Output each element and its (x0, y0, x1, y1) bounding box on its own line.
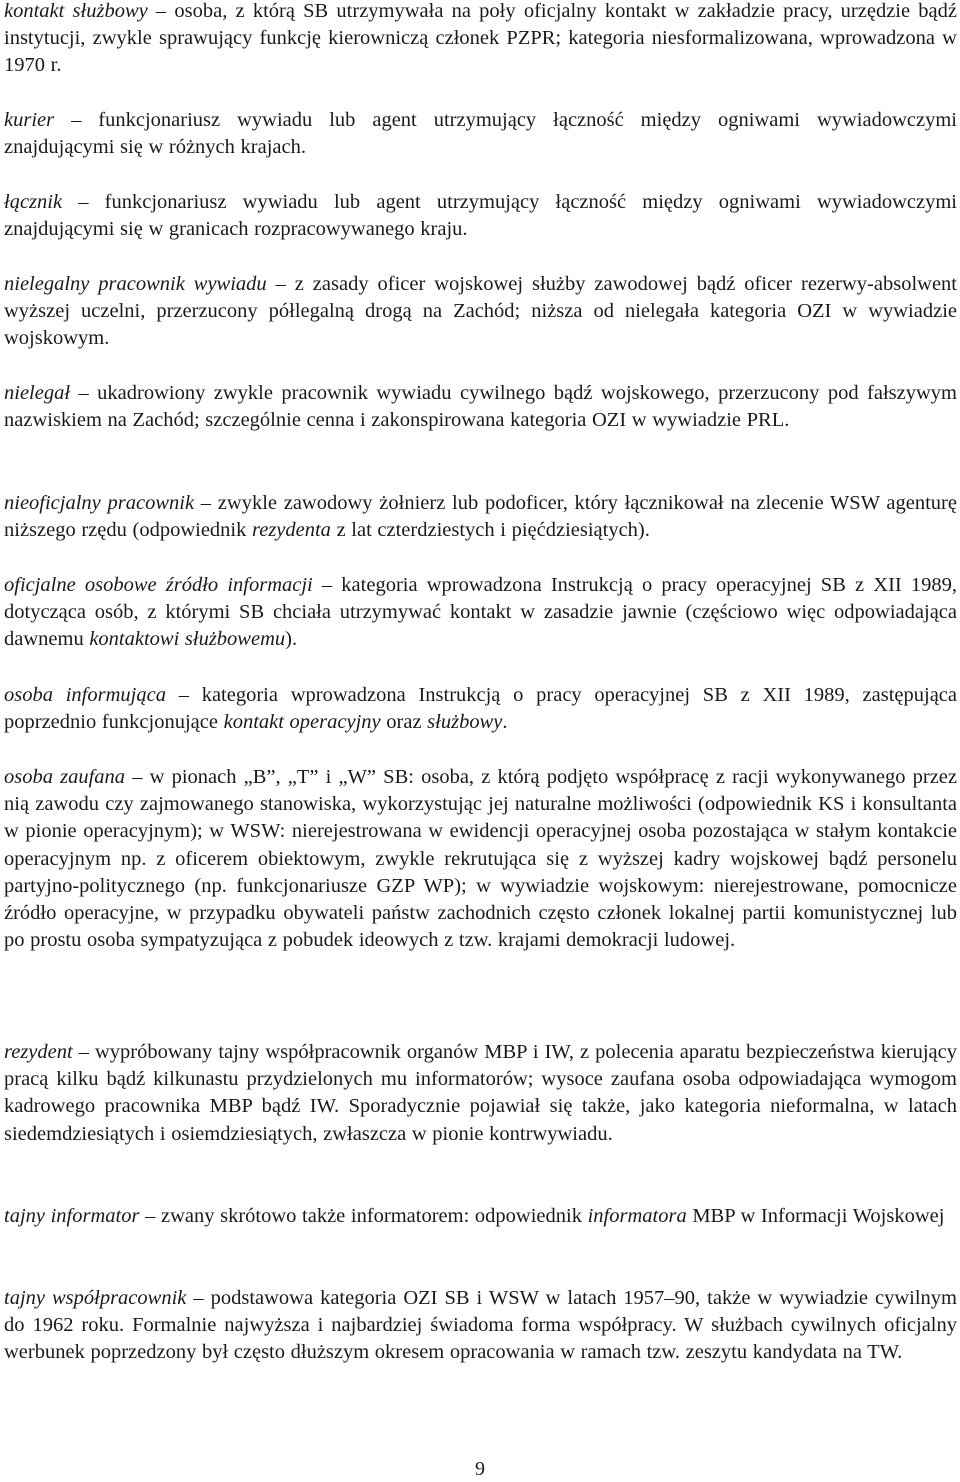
glossary-term: nielegał (4, 382, 71, 404)
glossary-term: osoba zaufana (4, 766, 126, 788)
glossary-definition: . (502, 711, 508, 734)
glossary-definition: ). (285, 628, 298, 651)
glossary-definition: – ukadrowiony zwykle pracownik wywiadu cywilnego bądź wojskowego, przerzucony pod fałszywym nazwiskiem na Zachód; szczególnie cenna i zakonspirowana kategoria OZI w wywiadzie PRL. (4, 382, 957, 432)
glossary-entry (4, 682, 957, 736)
glossary-term: rezydent (4, 1041, 73, 1063)
glossary-reference: informatora (587, 1205, 687, 1227)
glossary-definition: – w pionach „B”, „T” i „W” SB: osoba, z którą podjęto współpracę z racji wykonywanego przez nią zawodu czy zajmowanego stanowiska, wykorzystując jej naturalne możliwości (odpowiednik KS i konsultanta w pionie operacyjnym); w WSW: nierejestrowana w ewidencji operacyjnej osoba pozostająca w stałym kontakcie operacyjnym np. z oficerem obiektowym, zwykle rekrutująca się z wyższej kadry wojskowej bądź personelu partyjno-politycznego (np. funkcjonariusze GZP WP); w wywiadzie wojskowym: nierejestrowane, pomocnicze źródło operacyjne, w przypadku obywateli państw zachodnich często członek lokalnej partii komunistycznej lub po prostu osoba sympatyzująca z pobudek ideowych z tzw. krajami demokracji ludowej. (4, 766, 957, 952)
glossary-term: oficjalne osobowe źródło informacji (4, 574, 313, 596)
glossary-reference: rezydenta (252, 519, 331, 542)
glossary-definition: oraz (380, 711, 428, 734)
glossary-definition: – funkcjonariusz wywiadu lub agent utrzymujący łączność między ogniwami wywiadowczymi znajdującymi się w granicach rozpracowywanego kraju. (4, 191, 957, 241)
glossary-definition: z lat czterdziestych i pięćdziesiątych). (330, 519, 650, 542)
glossary-reference: kontaktowi służbowemu (89, 628, 286, 651)
glossary-entry (4, 764, 957, 954)
glossary-entry (4, 572, 957, 654)
glossary-term: tajny współpracownik (4, 1287, 187, 1309)
glossary-entry (4, 1285, 957, 1367)
glossary-entry (4, 380, 957, 434)
glossary-definition: – zwany skrótowo także informatorem: odpowiednik (139, 1205, 588, 1227)
glossary-definition: – podstawowa kategoria OZI SB i WSW w latach 1957–90, także w wywiadzie cywilnym do 1962 roku. Formalnie najwyższa i najbardziej świadoma forma współpracy. W służbach cywilnych oficjalny werbunek poprzedzony był często dłuższym okresem opracowania w ramach tzw. zeszytu kandydata na TW. (4, 1287, 957, 1364)
glossary-term: nieoficjalny pracownik (4, 492, 195, 514)
glossary-definition: MBP w Informacji Wojskowej (686, 1205, 945, 1227)
glossary-term: łącznik (4, 191, 63, 213)
glossary-definition: – kategoria wprowadzona Instrukcją o pracy operacyjnej SB z XII 1989, dotycząca osób, z którymi SB chciała utrzymywać kontakt w zasadzie jawnie (częściowo więc odpowiadająca dawnemu (4, 574, 957, 651)
glossary-definition: – kategoria wprowadzona Instrukcją o pracy operacyjnej SB z XII 1989, zastępująca poprzednio funkcjonujące (4, 684, 957, 734)
glossary-term: osoba informująca (4, 684, 166, 706)
glossary-definition: – osoba, z którą SB utrzymywała na poły oficjalny kontakt w zakładzie pracy, urzędzie bądź instytucji, zwykle sprawujący funkcję kierowniczą członek PZPR; kategoria niesformalizowana, wprowadzona w 1970 r. (4, 0, 958, 77)
glossary-definition: – funkcjonariusz wywiadu lub agent utrzymujący łączność między ogniwami wywiadowczymi znajdującymi się w różnych krajach. (4, 109, 957, 159)
glossary-term: kontakt służbowy (4, 0, 148, 22)
glossary-term: kurier (4, 109, 55, 131)
glossary-entry (4, 1039, 957, 1148)
glossary-term: tajny informator (4, 1205, 140, 1227)
glossary-entry (4, 490, 957, 544)
glossary-entry (4, 107, 957, 161)
glossary-entry (4, 271, 957, 353)
glossary-entry (4, 1203, 957, 1230)
glossary-entry (4, 0, 957, 80)
page-number: 9 (475, 1458, 485, 1480)
glossary-definition: – zwykle zawodowy żołnierz lub podoficer, który łącznikował na zlecenie WSW agenturę niższego rzędu (odpowiednik (4, 492, 957, 542)
glossary-reference: służbowy (427, 711, 503, 734)
glossary-reference: kontakt operacyjny (223, 711, 381, 734)
glossary-entry (4, 189, 957, 243)
glossary-definition: – z zasady oficer wojskowej służby zawodowej bądź oficer rezerwy-absolwent wyższej uczelni, przerzucony półlegalną drogą na Zachód; niższa od nielegała kategoria OZI w wywiadzie wojskowym. (4, 273, 957, 350)
glossary-term: nielegalny pracownik wywiadu (4, 273, 267, 295)
glossary-definition: – wypróbowany tajny współpracownik organów MBP i IW, z polecenia aparatu bezpieczeństwa kierujący pracą kilku bądź kilkunastu przydzielonych mu informatorów; wysoce zaufana osoba odpowiadająca wymogom kadrowego pracownika MBP bądź IW. Sporadycznie pojawiał się także, jako kategoria nieformalna, w latach siedemdziesiątych i osiemdziesiątych, zwłaszcza w pionie kontrwywiadu. (4, 1041, 957, 1145)
